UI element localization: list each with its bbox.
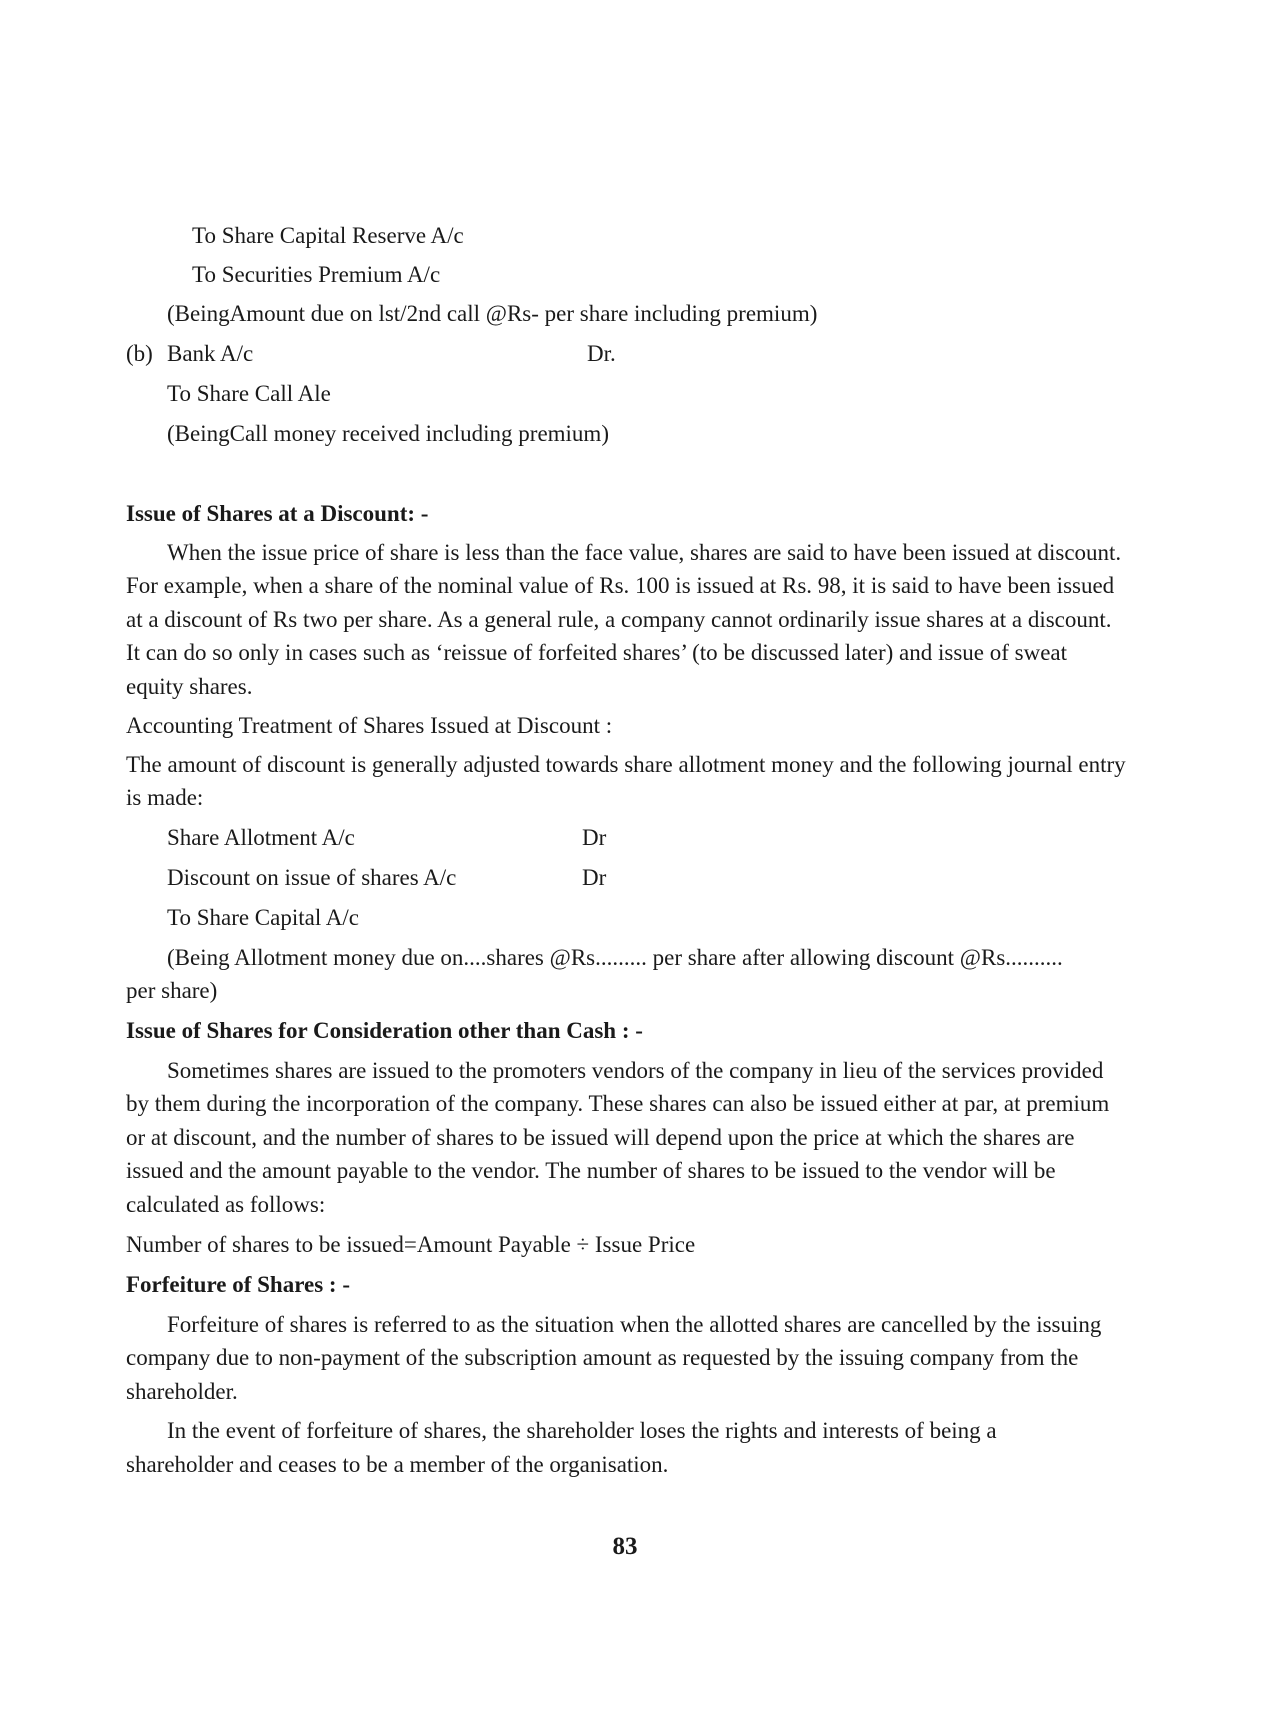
consideration-heading: Issue of Shares for Consideration other than Cash : -: [126, 1018, 643, 1043]
entry-debit-line-2: Discount on issue of shares A/c: [167, 865, 457, 890]
consideration-para-line-2: by them during the incorporation of the company. These shares can also be issued either at par, at premium: [126, 1091, 1110, 1116]
forfeiture-para2-line-1: In the event of forfeiture of shares, the shareholder loses the rights and interests of being a: [167, 1418, 997, 1443]
consideration-para-line-3: or at discount, and the number of shares to be issued will depend upon the price at which the shares are: [126, 1125, 1075, 1150]
consideration-para-line-1: Sometimes shares are issued to the promoters vendors of the company in lieu of the services provided: [167, 1058, 1104, 1083]
consideration-para-line-5: calculated as follows:: [126, 1192, 326, 1217]
formula-line: Number of shares to be issued=Amount Payable ÷ Issue Price: [126, 1232, 696, 1257]
discount-para-line-1: When the issue price of share is less than the face value, shares are said to have been issued at discount.: [167, 540, 1122, 565]
forfeiture-para1-line-2: company due to non-payment of the subscription amount as requested by the issuing company from the: [126, 1345, 1079, 1370]
discount-heading: Issue of Shares at a Discount: -: [126, 501, 429, 526]
consideration-para-line-4: issued and the amount payable to the vendor. The number of shares to be issued to the vendor will be: [126, 1158, 1056, 1183]
entry-narration-line-1: (Being Allotment money due on....shares @Rs......... per share after allowing discount @Rs..........: [167, 945, 1063, 970]
discount-para-line-2: For example, when a share of the nominal value of Rs. 100 is issued at Rs. 98, it is said to have been issued: [126, 573, 1115, 598]
journal-b-account: Bank A/c: [167, 341, 254, 366]
entry-credit-line: To Share Capital A/c: [167, 905, 359, 930]
entry-intro-line-2: is made:: [126, 785, 204, 810]
entry-debit-line-1-dr: Dr: [582, 825, 607, 850]
forfeiture-para2-line-2: shareholder and ceases to be a member of the organisation.: [126, 1452, 669, 1477]
journal-b-narration: (BeingCall money received including premium): [167, 421, 609, 446]
discount-para-line-3: at a discount of Rs two per share. As a general rule, a company cannot ordinarily issue shares at a discount.: [126, 607, 1112, 632]
entry-debit-line-1: Share Allotment A/c: [167, 825, 355, 850]
journal-a-credit-line-2: To Securities Premium A/c: [192, 262, 441, 287]
entry-narration-line-2: per share): [126, 978, 218, 1003]
forfeiture-para1-line-3: shareholder.: [126, 1379, 238, 1404]
journal-a-narration: (BeingAmount due on lst/2nd call @Rs- per share including premium): [167, 301, 818, 326]
discount-para-line-5: equity shares.: [126, 674, 253, 699]
entry-intro-line-1: The amount of discount is generally adjusted towards share allotment money and the following journal entry: [126, 752, 1126, 777]
forfeiture-para1-line-1: Forfeiture of shares is referred to as the situation when the allotted shares are cancelled by the issuing: [167, 1312, 1102, 1337]
journal-b-label: (b): [126, 341, 153, 366]
page-number: 83: [612, 1533, 638, 1560]
forfeiture-heading: Forfeiture of Shares : -: [126, 1272, 350, 1297]
journal-a-credit-line-1: To Share Capital Reserve A/c: [192, 223, 464, 248]
entry-debit-line-2-dr: Dr: [582, 865, 607, 890]
accounting-treatment-title: Accounting Treatment of Shares Issued at Discount :: [126, 713, 613, 738]
journal-b-dr: Dr.: [587, 341, 616, 366]
discount-para-line-4: It can do so only in cases such as ‘reissue of forfeited shares’ (to be discussed later) and issue of sweat: [126, 640, 1068, 665]
journal-b-credit: To Share Call Ale: [167, 381, 331, 406]
